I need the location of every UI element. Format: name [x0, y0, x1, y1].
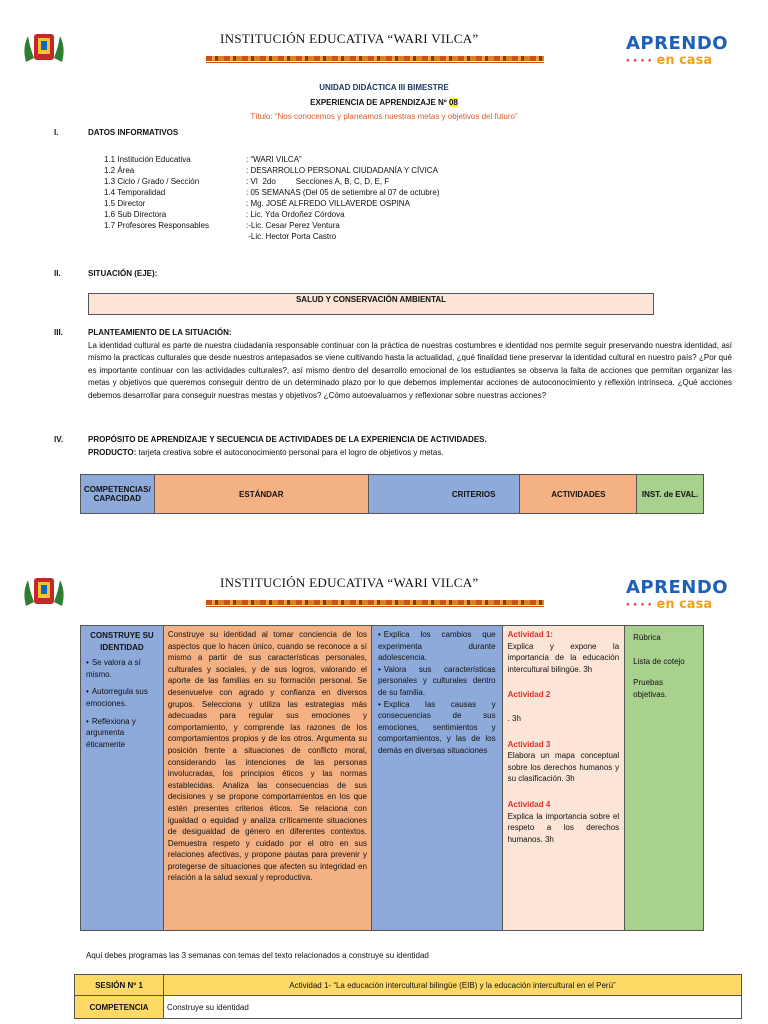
- info-value: -Lic. Hector Porta Castro: [246, 232, 337, 241]
- section-1-heading: DATOS INFORMATIVOS: [88, 128, 179, 137]
- info-row: [104, 187, 704, 198]
- crest-logo: [20, 572, 68, 612]
- header-criterios: CRITERIOS: [368, 475, 520, 514]
- activity-title: Actividad 3: [507, 739, 551, 749]
- unit-subtitle-text: “Nos conocemos y planeamos nuestras metas y objetivos del futuro”: [274, 112, 518, 121]
- situation-box: SALUD Y CONSERVACIÓN AMBIENTAL: [88, 293, 654, 315]
- info-row: [104, 220, 704, 231]
- info-value: : VI 2do Secciones A, B, C, D, E, F: [246, 177, 390, 186]
- situation-text: La identidad cultural es parte de nuestra ciudadanía responsable continuar con la práctica de nuestras costumbres e identidad nos permite seguir preservando nuestra identidad, así mismo la practicas culturales que desde nuestros antepasados se viene cultivando hasta la actualidad, ¿qué finalidad tiene preservar la identidad cultural en nuestro país? ¿Por qué es importante continuar con las actividades culturales?, así mismo dentro del desarrollo emocional de los estudiantes se observa la falta de acciones que permitan organizar las metas y objetivos que queremos conseguir dentro de un determinado plazo por lo que debemos implementar acciones de autoconocimiento y reflexión intrínseca. ¿Qué acciones debemos desarrollar para conseguir nuestras mestas y objetivos? ¿Cómo autoevaluarnos y reflexionar sobre nuestras acciones?: [88, 341, 732, 400]
- decorative-band: [206, 56, 544, 61]
- aprendo-logo-top: APRENDO: [626, 577, 729, 598]
- header-competencia: COMPETENCIAS/ CAPACIDAD: [81, 475, 155, 514]
- instrument-item: Rúbrica: [633, 633, 661, 642]
- info-list: [104, 154, 704, 242]
- experience-number: 08: [448, 98, 458, 107]
- info-label: 1.5 Director: [104, 199, 146, 208]
- criterios-cell: [371, 626, 502, 931]
- actividades-cell: [502, 626, 625, 931]
- estandar-cell: Construye su identidad al tomar conciencia de los aspectos que lo hacen único, cuando se reconoce a sí mismo a partir de sus características personales, culturales y sociales, y de sus logros, valorando el aporte de las familias en su formación personal. Se desenvuelve con agrado y confianza en diversos grupos. Selecciona y utiliza las estrategias más adecuadas para regular sus emociones y comportamiento, y comprende las razones de los comportamientos propios y de los otros. Argumenta su posición frente a situaciones de conflicto moral, considerando las intenciones de las personas involucradas, los principios éticos y las normas establecidas. Analiza las consecuencias de sus decisiones y se propone comportamientos en los que estén presentes criterios éticos. Se relaciona con igualdad o equidad y analiza críticamente situaciones de desigualdad de género en diferentes contextos. Demuestra respeto y cuidado por el otro en sus relaciones afectivas, y propone pautas para prevenir y protegerse de situaciones que afecten su integridad en relación a la salud sexual y reproductiva.: [163, 626, 371, 931]
- unit-subtitle: [0, 112, 768, 121]
- section-4-heading: PROPÓSITO DE APRENDIZAJE Y SECUENCIA DE ACTIVIDADES DE LA EXPERIENCIA DE ACTIVIDADES.: [88, 435, 487, 444]
- product-line: [88, 447, 444, 458]
- instrument-item: Pruebas objetivas.: [633, 678, 667, 699]
- capacidad-item: • Autorregula sus emociones.: [86, 686, 158, 709]
- criterio-item: • Explica los cambios que experimenta durante adolescencia.: [378, 629, 496, 664]
- info-label: 1.7 Profesores Responsables: [104, 221, 209, 230]
- capacidad-item: • Se valora a sí mismo.: [86, 657, 158, 680]
- criterio-item: • Valora sus características personales y culturales dentro de su familia.: [378, 664, 496, 699]
- info-label: 1.2 Área: [104, 166, 135, 175]
- activity-text: Explica y expone la importancia de la educación intercultural bilingüe. 3h: [507, 641, 620, 674]
- activity-text: Explica la importancia sobre el respeto a los derechos humanos. 3h: [507, 811, 620, 844]
- institution-title: INSTITUCIÓN EDUCATIVA “WARI VILCA”: [220, 31, 479, 46]
- header-inst: INST. de EVAL.: [637, 475, 704, 514]
- session-activity: Actividad 1- “La educación intercultural bilingüe (EIB) y la educación intercultural en el Perú”: [164, 975, 742, 996]
- info-label: [104, 231, 246, 242]
- info-value: : DESARROLLO PERSONAL CIUDADANÍA Y CÍVICA: [246, 166, 438, 175]
- section-2-number: II.: [54, 269, 61, 278]
- aprendo-logo: [626, 577, 729, 618]
- activity-title: Actividad 1:: [507, 630, 553, 639]
- activity-title: Actividad 4: [507, 799, 551, 809]
- section-1-number: I.: [54, 128, 59, 137]
- info-value: : “WARI VILCA”: [246, 155, 302, 164]
- competencia-title: CONSTRUYE SU IDENTIDAD: [90, 631, 154, 652]
- competencia-cell: [81, 626, 164, 931]
- info-row: [104, 154, 704, 165]
- activity-text: Elabora un mapa conceptual sobre los derechos humanos y su clasificación. 3h: [507, 751, 620, 784]
- aprendo-logo-bottom: en casa: [656, 53, 713, 68]
- criterio-item: • Explica las causas y consecuencias de sus emociones, sentimientos y comportamientos, y las de los demás en diversas situaciones: [378, 699, 496, 757]
- product-text: tarjeta creativa sobre el autoconocimiento personal para el logro de objetivos y metas.: [136, 448, 444, 457]
- info-value: :-Lic. Cesar Perez Ventura: [246, 221, 340, 230]
- capacidad-item: • Reflexiona y argumenta éticamente: [86, 716, 158, 751]
- session-table: [74, 974, 742, 1019]
- info-row: [104, 165, 704, 176]
- crest-logo: [20, 28, 68, 68]
- competencia-label: COMPETENCIA: [75, 996, 164, 1019]
- info-value: : 05 SEMANAS (Del 05 de setiembre al 07 de octubre): [246, 188, 440, 197]
- info-row: [104, 209, 704, 220]
- section-2-heading: SITUACIÓN (EJE):: [88, 269, 158, 278]
- decorative-line: [206, 606, 544, 607]
- header-actividades: ACTIVIDADES: [520, 475, 637, 514]
- info-label: 1.1 Institución Educativa: [104, 155, 191, 164]
- instrumentos-cell: [625, 626, 704, 931]
- info-label: 1.6 Sub Directora: [104, 210, 167, 219]
- aprendo-logo-top: APRENDO: [626, 33, 729, 54]
- dots-icon: ● ● ● ●: [626, 58, 653, 64]
- unit-subtitle-prefix: Título:: [250, 112, 273, 121]
- product-label: PRODUCTO:: [88, 448, 137, 457]
- dots-icon: ● ● ● ●: [626, 602, 653, 608]
- info-row: [104, 231, 704, 242]
- instrument-item: Lista de cotejo: [633, 656, 685, 666]
- info-value: : Mg. JOSÉ ALFREDO VILLAVERDE OSPINA: [246, 199, 410, 208]
- activity-title: Actividad 2: [507, 690, 551, 700]
- header-estandar: ESTÁNDAR: [154, 475, 368, 514]
- institution-title: INSTITUCIÓN EDUCATIVA “WARI VILCA”: [220, 575, 479, 590]
- activity-text: . 3h: [507, 713, 521, 723]
- aprendo-logo-bottom: en casa: [656, 597, 713, 612]
- activities-table-body: [80, 625, 704, 931]
- section-3-number: III.: [54, 328, 63, 337]
- decorative-band: [206, 600, 544, 605]
- info-label: 1.4 Temporalidad: [104, 188, 166, 197]
- activities-table-header: [80, 474, 704, 514]
- unit-title: UNIDAD DIDÁCTICA III BIMESTRE: [319, 83, 449, 92]
- section-3-heading: PLANTEAMIENTO DE LA SITUACIÓN:: [88, 328, 232, 337]
- competencia-value: Construye su identidad: [164, 996, 742, 1019]
- info-value: : Lic. Yda Ordoñez Córdova: [246, 210, 345, 219]
- info-row: [104, 176, 704, 187]
- info-row: [104, 198, 704, 209]
- info-label: 1.3 Ciclo / Grado / Sección: [104, 177, 200, 186]
- section-4-number: IV.: [54, 435, 64, 444]
- program-note: Aquí debes programas las 3 semanas con temas del texto relacionados a construye su identidad: [86, 951, 429, 960]
- session-label: SESIÓN Nº 1: [75, 975, 164, 996]
- experience-line: [0, 98, 768, 107]
- decorative-line: [206, 62, 544, 63]
- experience-label: EXPERIENCIA DE APRENDIZAJE Nº: [310, 98, 447, 107]
- aprendo-logo: [626, 33, 729, 74]
